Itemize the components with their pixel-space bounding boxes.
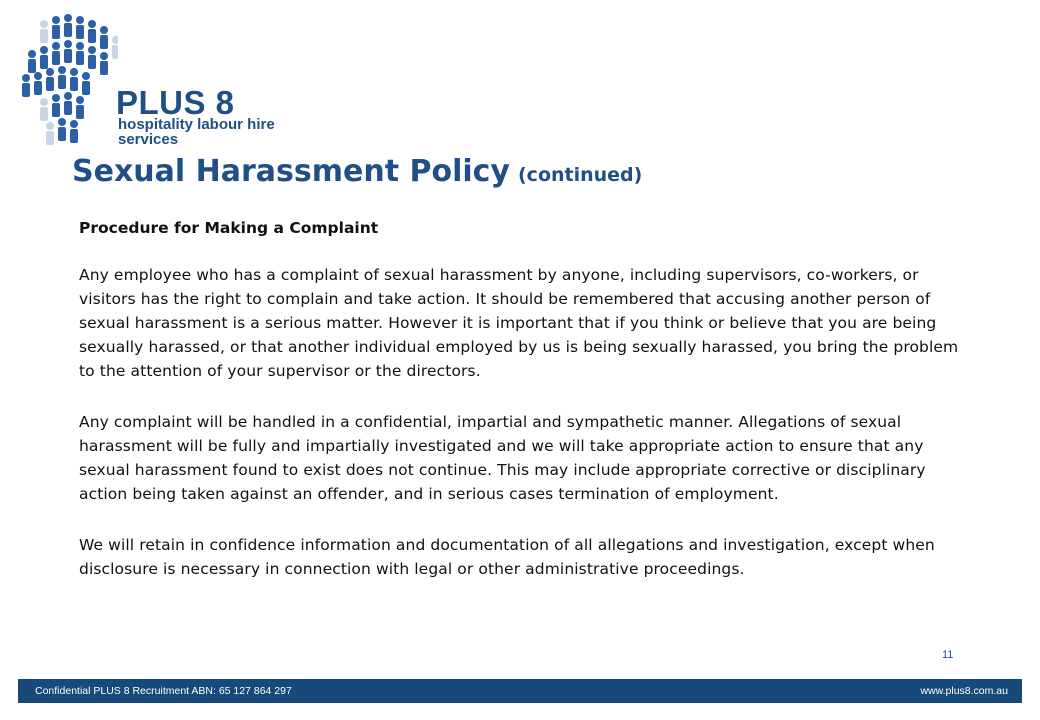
- logo-company-name: PLUS 8: [116, 84, 235, 121]
- paragraph-confidentiality: We will retain in confidence information and documentation of all allegations and investigation, except when disclosure is necessary in connection with legal or other administrative proceedings.: [79, 536, 935, 579]
- policy-content: [79, 218, 969, 608]
- page-title-suffix: (continued): [518, 164, 643, 186]
- people-cross-logo-icon: [18, 10, 118, 150]
- paragraph-right-to-complain: Any employee who has a complaint of sexual harassment by anyone, including supervisors, co-workers, or visitors has the right to complain and take action. It should be remembered that accusing another person of sexual harassment is a serious matter. However it is important that if you think or believe that you are being sexually harassed, or that another individual employed by us is being sexually harassed, you bring the problem to the attention of your supervisor or the directors.: [79, 266, 959, 381]
- page-title: [72, 154, 642, 187]
- section-heading: Procedure for Making a Complaint: [79, 219, 379, 237]
- company-logo: [18, 10, 338, 150]
- page-number: 11: [942, 649, 954, 661]
- footer-bar: [18, 679, 1022, 703]
- logo-tagline: hospitality labour hire services: [118, 116, 275, 148]
- footer-company-info: Confidential PLUS 8 Recruitment ABN: 65 127 864 297: [35, 685, 292, 697]
- page-title-main: Sexual Harassment Policy: [72, 154, 510, 189]
- paragraph-complaint-handling: Any complaint will be handled in a confidential, impartial and sympathetic manner. Allegations of sexual harassment will be fully and impartially investigated and we will take appropriate action to ensure that any sexual harassment found to exist does not continue. This may include appropriate corrective or disciplinary action being taken against an offender, and in serious cases termination of employment.: [79, 413, 926, 504]
- footer-website-link[interactable]: www.plus8.com.au: [920, 685, 1008, 697]
